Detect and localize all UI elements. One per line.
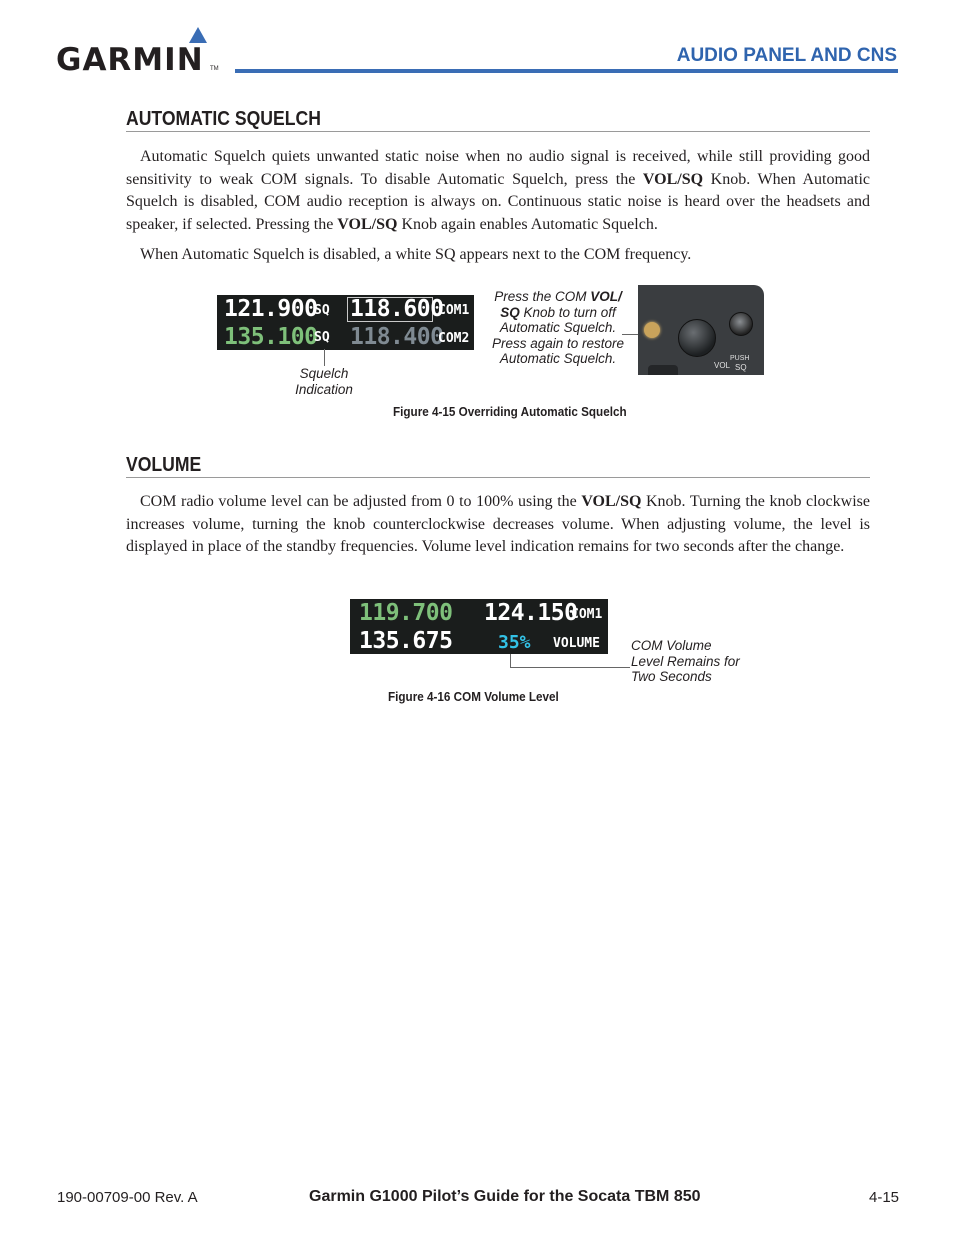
com2-active-frequency: 135.675	[359, 628, 453, 654]
garmin-logo: GARMIN	[56, 42, 204, 78]
com1-label: COM1	[571, 607, 603, 622]
garmin-logo-triangle	[189, 27, 207, 43]
heading-volume: VOLUME	[126, 454, 202, 476]
figure-caption-4-15: Figure 4-15 Overriding Automatic Squelch	[393, 404, 627, 419]
callout-leader-squelch	[324, 349, 325, 366]
vol-sq-knob[interactable]	[678, 319, 716, 357]
knob-label-vol: VOL	[714, 361, 731, 370]
squelch-indicator-com1: SQ	[314, 303, 330, 318]
volume-paragraph: COM radio volume level can be adjusted from 0 to 100% using the VOL/SQ Knob. Turning the knob clockwise increases volume, turning the knob counterclockwise decreases volume. When adjusting volume, the level is displayed in place of the standby frequencies. Volume level indication remains for two seconds after the change.	[126, 493, 870, 555]
squelch-paragraph-2: When Automatic Squelch is disabled, a white SQ appears next to the COM frequency.	[140, 246, 692, 263]
callout-leader-volume-vertical	[510, 654, 511, 667]
footer-title: Garmin G1000 Pilot’s Guide for the Socata TBM 850	[309, 1188, 701, 1205]
knob-label-push: PUSH	[730, 355, 750, 362]
callout-leader-volume-horizontal	[510, 667, 630, 668]
small-knob[interactable]	[729, 312, 753, 336]
squelch-indicator-com2: SQ	[314, 330, 330, 345]
panel-button	[648, 365, 678, 375]
com2-label: COM2	[438, 331, 470, 346]
heading-rule	[126, 131, 870, 132]
figure-caption-4-16: Figure 4-16 COM Volume Level	[388, 689, 559, 704]
callout-volume-level: COM Volume Level Remains for Two Seconds	[631, 638, 740, 684]
com1-standby-frequency: 124.150	[484, 600, 578, 626]
com-display-squelch	[217, 295, 474, 350]
footer-page-number: 4-15	[869, 1189, 900, 1206]
header-rule	[235, 69, 898, 73]
heading-rule	[126, 477, 870, 478]
com1-active-frequency: 119.700	[359, 600, 453, 626]
com2-standby-frequency: 118.400	[350, 324, 444, 350]
squelch-paragraph-1: Automatic Squelch quiets unwanted static noise when no audio signal is received, while still providing good sensitivity to weak COM signals. To disable Automatic Squelch, press the VOL/SQ Knob. When Automatic Squelch is disabled, COM audio reception is always on. Continuous static noise is heard over the headsets and speaker, if selected. Pressing the VOL/SQ Knob again enables Automatic Squelch.	[126, 148, 870, 233]
trademark-mark: TM	[210, 66, 219, 72]
callout-squelch-indication: Squelch Indication	[295, 366, 353, 397]
volume-label: VOLUME	[553, 636, 600, 651]
section-title: AUDIO PANEL AND CNS	[676, 45, 897, 66]
heading-automatic-squelch: AUTOMATIC SQUELCH	[126, 108, 321, 130]
footer-doc-number: 190-00709-00 Rev. A	[57, 1189, 198, 1206]
squelch-annunciator-light	[644, 322, 660, 338]
com1-standby-frequency: 118.600	[350, 296, 444, 322]
com1-active-frequency: 121.900	[224, 296, 318, 322]
com1-label: COM1	[438, 303, 470, 318]
com2-active-frequency: 135.100	[224, 324, 318, 350]
volume-level: 35%	[498, 632, 531, 653]
com-display-volume	[350, 599, 608, 654]
knob-panel	[638, 285, 764, 375]
knob-label-sq: SQ	[735, 363, 747, 372]
callout-press-knob: Press the COM VOL/ SQ Knob to turn off Automatic Squelch. Press again to restore Automatic Squelch.	[491, 289, 625, 366]
